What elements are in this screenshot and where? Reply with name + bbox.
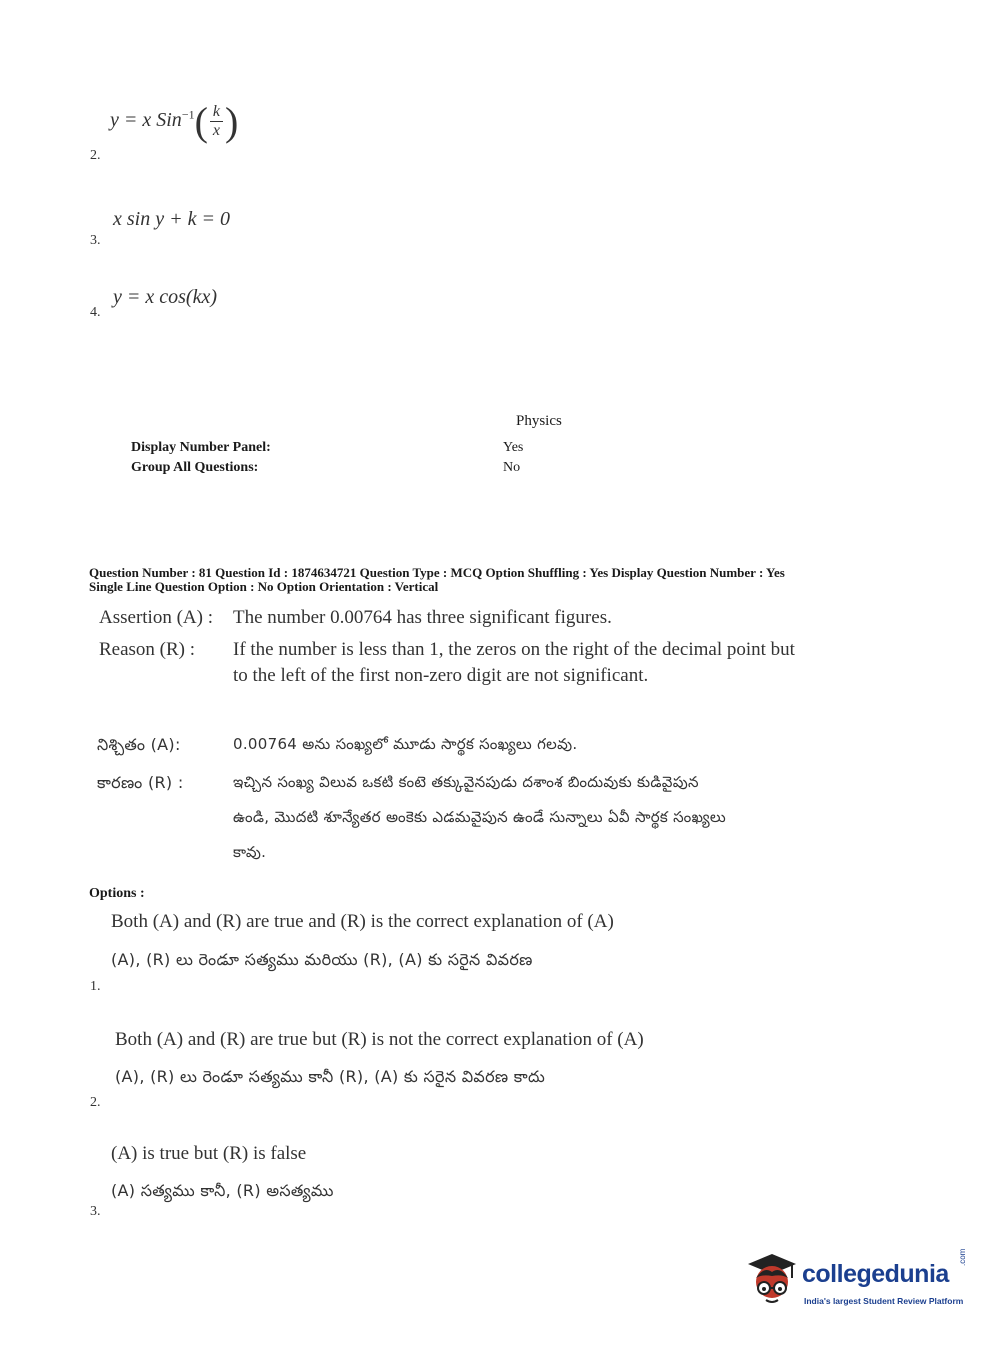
assertion-label: Assertion (A) : — [99, 607, 213, 628]
logo-wordmark: collegedunia — [802, 1260, 949, 1288]
assertion-text: The number 0.00764 has three significant figures. — [233, 607, 612, 628]
option-3-english: (A) is true but (R) is false — [111, 1143, 307, 1164]
option-2-english: Both (A) and (R) are true but (R) is not the correct explanation of (A) — [115, 1029, 644, 1050]
group-all-questions-label: Group All Questions: — [131, 460, 259, 475]
telugu-assertion-label: నిశ్చితం (A): — [97, 735, 181, 754]
option-2-telugu: (A), (R) లు రెండూ సత్యము కానీ (R), (A) కు సరైన వివరణ కాదు — [115, 1067, 546, 1086]
prev-option-4-number: 4. — [90, 305, 101, 320]
option-1-telugu: (A), (R) లు రెండూ సత్యము మరియు (R), (A) కు సరైన వివరణ — [111, 950, 533, 969]
telugu-reason-line1: ఇచ్చిన సంఖ్య విలువ ఒకటి కంటె తక్కువైనపుడు దశాంశ బిందువుకు కుడివైపున — [233, 773, 699, 791]
option-3-telugu: (A) సత్యము కానీ, (R) అసత్యము — [111, 1181, 334, 1200]
section-title: Physics — [516, 413, 562, 429]
question-meta-line1: Question Number : 81 Question Id : 1874634721 Question Type : MCQ Option Shuffling : Yes Display Question Number : Yes — [89, 565, 785, 580]
prev-option-3-formula: x sin y + k = 0 — [113, 208, 230, 230]
telugu-assertion-text: 0.00764 అను సంఖ్యలో మూడు సార్థక సంఖ్యలు గలవు. — [233, 735, 578, 753]
logo-tagline: India's largest Student Review Platform — [804, 1296, 964, 1306]
prev-option-2-formula: y = x Sin$^{-1}$( $\frac{k}{x}$ ) — [110, 99, 239, 144]
telugu-reason-line2: ఉండి, మొదటి శూన్యేతర అంకెకు ఎడమవైపున ఉండే సున్నాలు ఏవీ సార్థక సంఖ్యలు — [233, 808, 727, 826]
logo-suffix: .com — [958, 1248, 967, 1266]
option-1-number: 1. — [90, 979, 101, 994]
prev-option-2-number: 2. — [90, 148, 101, 163]
prev-option-3-number: 3. — [90, 233, 101, 248]
collegedunia-logo — [742, 1248, 972, 1316]
telugu-reason-line3: కావు. — [233, 843, 267, 861]
prev-option-4-formula: y = x cos(kx) — [113, 286, 217, 308]
reason-text-line2: to the left of the first non-zero digit are not significant. — [233, 665, 649, 686]
option-1-english: Both (A) and (R) are true and (R) is the correct explanation of (A) — [111, 911, 614, 932]
reason-text-line1: If the number is less than 1, the zeros on the right of the decimal point but — [233, 639, 795, 660]
question-meta-line2: Single Line Question Option : No Option Orientation : Vertical — [89, 579, 439, 594]
group-all-questions-value: No — [503, 460, 521, 475]
option-3-number: 3. — [90, 1204, 101, 1219]
option-2-number: 2. — [90, 1095, 101, 1110]
reason-label: Reason (R) : — [99, 639, 196, 660]
display-number-panel-value: Yes — [503, 440, 524, 455]
options-label: Options : — [89, 886, 145, 901]
telugu-reason-label: కారణం (R) : — [97, 773, 184, 792]
display-number-panel-label: Display Number Panel: — [131, 440, 271, 455]
student-mascot-icon — [742, 1248, 800, 1310]
